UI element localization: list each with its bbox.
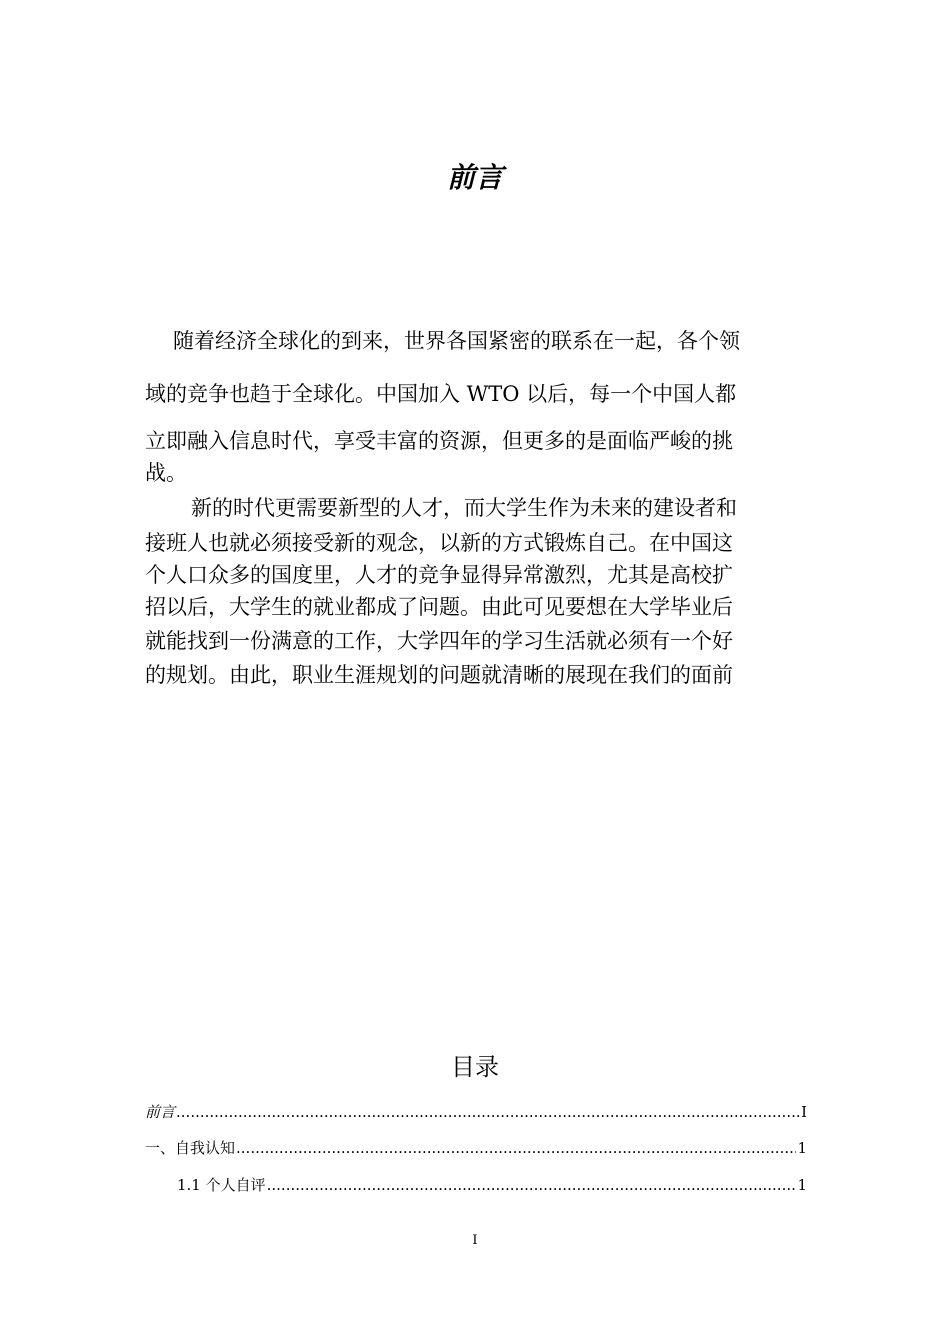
preface-line-8: 招以后，大学生的就业都成了问题。由此可见要想在大学毕业后 bbox=[145, 595, 733, 619]
preface-line-7: 个人口众多的国度里，人才的竞争显得异常激烈，尤其是高校扩 bbox=[145, 563, 733, 587]
toc-leader-dots bbox=[176, 1101, 800, 1123]
preface-line-2: 域的竞争也趋于全球化。中国加入 WTO 以后，每一个中国人都 bbox=[145, 382, 737, 406]
toc-title: 目录 bbox=[451, 1053, 499, 1081]
preface-line-6: 接班人也就必须接受新的观念，以新的方式锻炼自己。在中国这 bbox=[145, 531, 733, 555]
preface-line-9: 就能找到一份满意的工作，大学四年的学习生活就必须有一个好 bbox=[145, 629, 733, 653]
toc-entry-self-evaluation[interactable] bbox=[177, 1174, 807, 1196]
toc-entry-preface[interactable] bbox=[145, 1101, 807, 1123]
preface-title: 前言 bbox=[446, 161, 503, 194]
toc-entry-label: 1.1 个人自评 bbox=[177, 1176, 266, 1194]
preface-line-5: 新的时代更需要新型的人才，而大学生作为未来的建设者和 bbox=[191, 496, 737, 520]
toc-entry-self-awareness[interactable] bbox=[145, 1137, 807, 1159]
preface-line-10: 的规划。由此，职业生涯规划的问题就清晰的展现在我们的面前 bbox=[145, 663, 733, 687]
toc-entry-label: 一、自我认知 bbox=[145, 1139, 236, 1157]
footer-page-number: I bbox=[472, 1233, 478, 1248]
preface-line-1: 随着经济全球化的到来，世界各国紧密的联系在一起，各个领 bbox=[173, 329, 740, 353]
toc-entry-page: 1 bbox=[797, 1139, 807, 1157]
toc-leader-dots bbox=[267, 1174, 797, 1196]
preface-line-4: 战。 bbox=[145, 461, 187, 485]
toc-entry-label: 前言 bbox=[145, 1103, 176, 1121]
preface-line-3: 立即融入信息时代，享受丰富的资源，但更多的是面临严峻的挑 bbox=[145, 429, 733, 453]
toc-leader-dots bbox=[236, 1137, 796, 1159]
toc-entry-page: 1 bbox=[797, 1176, 807, 1194]
toc-entry-page: I bbox=[801, 1103, 807, 1121]
